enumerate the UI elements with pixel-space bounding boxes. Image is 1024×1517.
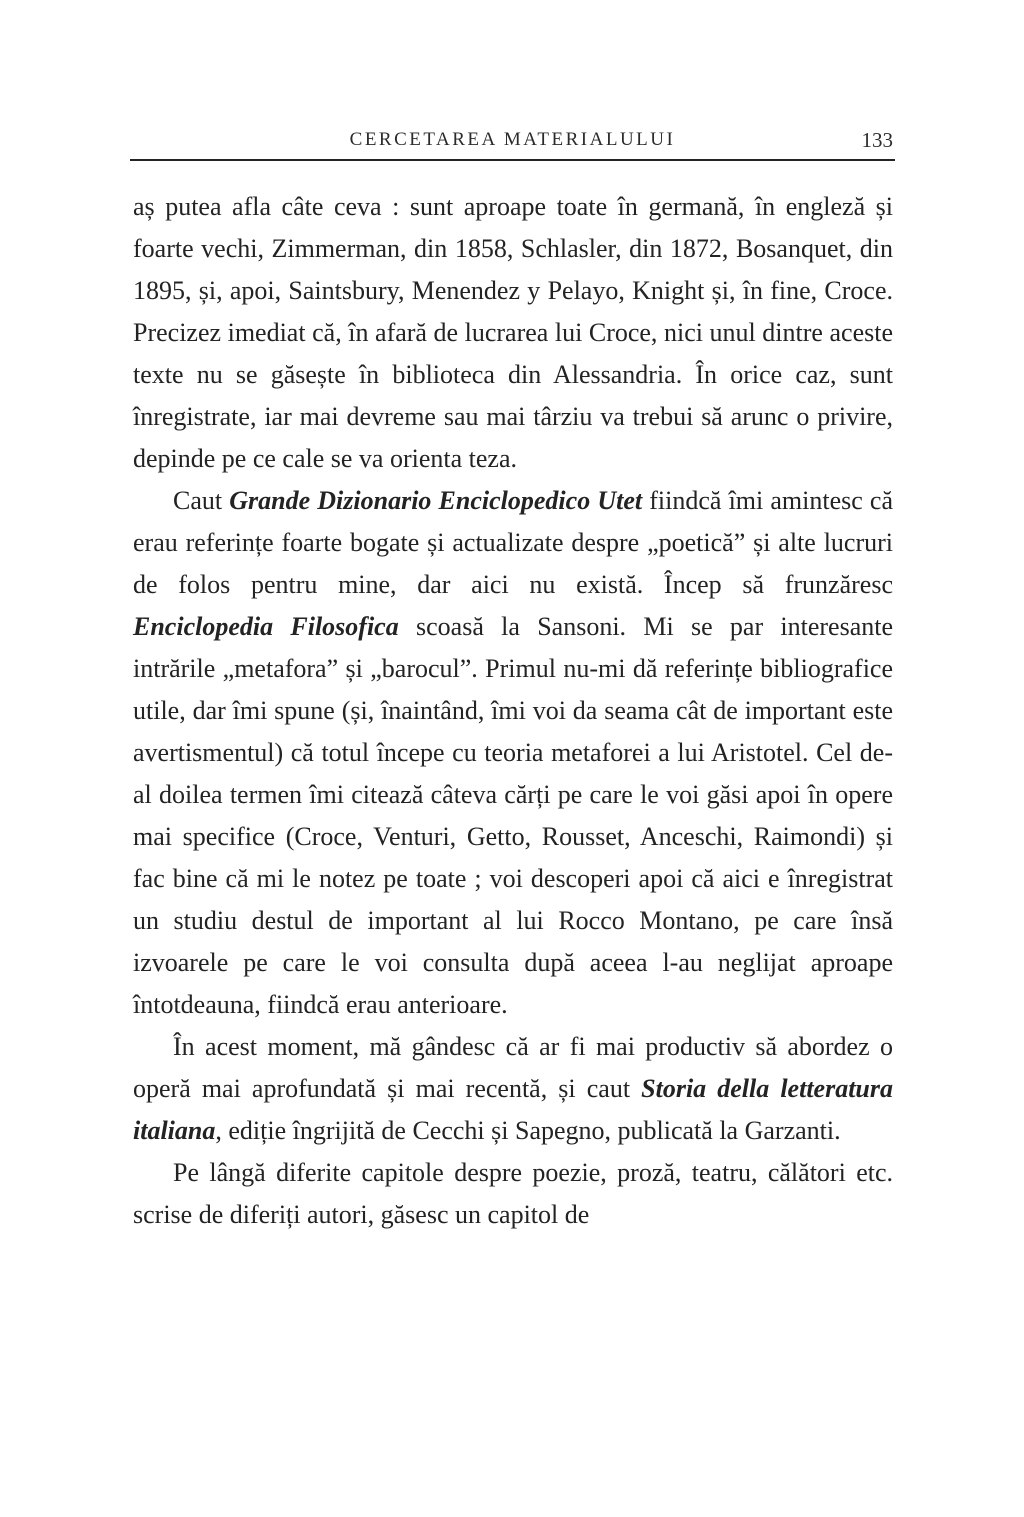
page-number: 133 xyxy=(861,128,893,152)
paragraph xyxy=(133,1152,893,1236)
text-segment: , ediție îngrijită de Cecchi și Sapegno, publicată la Garzanti. xyxy=(215,1116,841,1145)
page-body xyxy=(133,186,893,1236)
book-title: Storia della letteratura italiana xyxy=(133,1074,894,1145)
paragraph xyxy=(133,480,893,1026)
paragraph xyxy=(133,1026,893,1152)
text-segment: Pe lângă diferite capitole despre poezie, proză, teatru, călători etc. scrise de diferiți autori, găsesc un capitol de xyxy=(133,1158,893,1229)
text-segment: scoasă la Sansoni. Mi se par interesante intrările „metafora” și „barocul”. Primul nu-mi dă referințe bibliografice utile, dar îmi spune (și, înaintând, îmi voi da seama cât de important este avertismentul) că totul începe cu teoria metaforei a lui Aristotel. Cel de-al doilea termen îmi citează câteva cărți pe care le voi găsi apoi în opere mai specifice (Croce, Venturi, Getto, Rousset, Anceschi, Raimondi) și fac bine că mi le notez pe toate ; voi descoperi apoi că aici e înregistrat un studiu destul de important al lui Rocco Montano, pe care însă izvoarele pe care le voi consulta după aceea l-au neglijat aproape întotdeauna, fiindcă erau anterioare. xyxy=(133,612,893,1019)
book-title: Grande Dizionario Enciclopedico Utet xyxy=(229,486,643,515)
text-segment: aș putea afla câte ceva : sunt aproape toate în germană, în engleză și foarte vechi, Zimmerman, din 1858, Schlasler, din 1872, Bosanquet, din 1895, și, apoi, Saintsbury, Menendez y Pelayo, Knight și, în fine, Croce. Precizez imediat că, în afară de lucrarea lui Croce, nici unul dintre aceste texte nu se găsește în biblioteca din Alessandria. În orice caz, sunt înregistrate, iar mai devreme sau mai târziu va trebui să arunc o privire, depinde pe ce cale se va orienta teza. xyxy=(133,192,893,473)
paragraph xyxy=(133,186,893,480)
header-rule xyxy=(130,159,895,161)
text-segment: În acest moment, mă gândesc că ar fi mai productiv să abordez o operă mai aprofundată și mai recentă, și caut xyxy=(133,1032,893,1103)
page-header xyxy=(130,127,895,157)
text-segment: fiindcă îmi amintesc că erau referințe foarte bogate și actualizate despre „poetică” și alte lucruri de folos pentru mine, dar aici nu există. Încep să frunzăresc xyxy=(133,486,894,599)
running-title: CERCETAREA MATERIALULUI xyxy=(349,129,676,150)
book-title: Enciclopedia Filosofica xyxy=(133,612,399,641)
text-segment: Caut xyxy=(173,486,230,515)
